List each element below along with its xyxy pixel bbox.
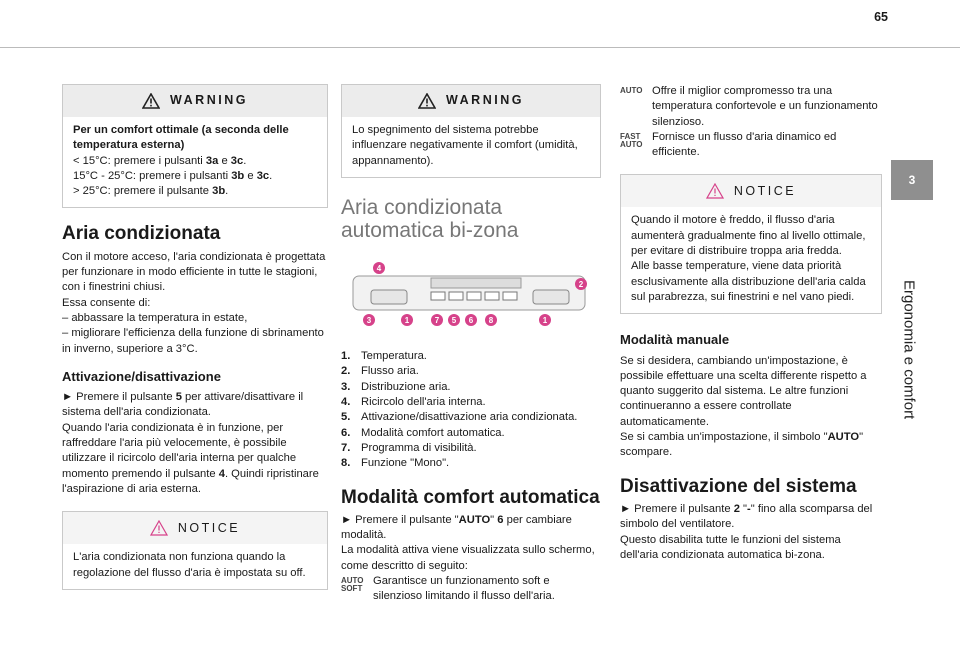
top-divider	[0, 47, 960, 48]
activation-text: ► Premere il pulsante 5 per attivare/disattivare il sistema dell'aria condizionata.	[62, 391, 304, 419]
manual-text: Se si cambia un'impostazione, il simbolo "AUTO" scompare.	[620, 431, 864, 459]
chapter-tab-number[interactable]: 3	[891, 160, 933, 200]
fast-auto-text: Fornisce un flusso d'aria dinamico ed efficiente.	[652, 130, 837, 159]
column-2	[341, 84, 601, 605]
warning-line-2: 15°C - 25°C: premere i pulsanti 3b e 3c.	[73, 169, 273, 182]
consente-text: Essa consente di:	[62, 296, 151, 309]
notice-header	[621, 175, 881, 207]
list-item: 1. Temperatura.	[341, 350, 427, 363]
notice-box	[620, 174, 882, 314]
legend-list	[341, 349, 601, 471]
auto-text: Offre il miglior compromesso tra una temperatura confortevole e un funzionamento silenzioso.	[652, 85, 878, 128]
list-item: 6. Modalità comfort automatica.	[341, 426, 505, 439]
intro-text: Con il motore acceso, l'aria condizionata è progettata per funzionare in modo efficiente in tutte le stagioni, con i finestrini chiusi.	[62, 250, 326, 294]
callout-label: 5	[451, 315, 457, 325]
warning-icon	[418, 93, 436, 109]
warning-icon	[142, 93, 160, 109]
notice-text: L'aria condizionata non funziona quando la regolazione del flusso d'aria è impostata su off.	[73, 551, 306, 579]
list-item: 8. Funzione "Mono".	[341, 457, 450, 470]
warning-line-3: > 25°C: premere il pulsante 3b.	[73, 185, 229, 198]
chapter-tab-title	[886, 200, 932, 500]
warning-title: WARNING	[446, 93, 524, 108]
section-heading: Aria condizionata automatica bi-zona	[341, 195, 519, 242]
display-text: La modalità attiva viene visualizzata sullo schermo, come descritto di seguito:	[341, 544, 595, 572]
callout-label: 1	[404, 315, 410, 325]
column-3	[620, 84, 882, 563]
notice-box	[62, 511, 328, 590]
warning-text: Lo spegnimento del sistema potrebbe influenzare negativamente il comfort (umidità, appannamento).	[352, 124, 578, 167]
callout-label: 4	[376, 263, 382, 273]
list-item: 5. Attivazione/disattivazione aria condizionata.	[341, 411, 578, 424]
column-1	[62, 84, 328, 590]
callout-label: 7	[434, 315, 440, 325]
notice-icon	[706, 183, 724, 199]
callout-label: 8	[488, 315, 494, 325]
notice-header	[63, 512, 327, 544]
warning-box	[341, 84, 601, 178]
warning-header	[63, 85, 327, 117]
notice-text: Alle basse temperature, viene data priorità esclusivamente alla distribuzione dell'aria calda sul parabrezza, sui finestrini e nel vano piedi.	[631, 260, 866, 303]
callout-label: 1	[542, 315, 548, 325]
notice-icon	[150, 520, 168, 536]
callout-label: 6	[468, 315, 474, 325]
warning-title: WARNING	[170, 93, 248, 108]
warning-header	[342, 85, 600, 117]
auto-soft-row	[341, 574, 601, 605]
list-item: 7. Programma di visibilità.	[341, 441, 477, 454]
list-item: 4. Ricircolo dell'aria interna.	[341, 396, 486, 409]
section-heading: Aria condizionata	[62, 223, 221, 245]
auto-icon: AUTO	[620, 86, 643, 95]
manual-text: Se si desidera, cambiando un'impostazione, è possibile effettuare una scelta differente rispetto a quanto suggerito dal sistema. Le altre funzioni continueranno a essere controllate automaticamente.	[620, 354, 867, 428]
auto-soft-text: Garantisce un funzionamento soft e silenzioso limitando il flusso dell'aria.	[373, 575, 555, 603]
off-text: ► Premere il pulsante 2 "-" fino alla scomparsa del simbolo del ventilatore.	[620, 502, 873, 531]
bullet-item: – migliorare l'efficienza della funzione di sbrinamento in inverno, superiore a 3°C.	[62, 327, 324, 355]
section-heading: Modalità comfort automatica	[341, 486, 600, 508]
section-heading: Modalità manuale	[620, 332, 730, 348]
bullet-item: – abbassare la temperatura in estate,	[62, 311, 248, 324]
climate-control-panel-diagram	[341, 262, 601, 338]
callout-label: 2	[578, 279, 584, 289]
fast-auto-row	[620, 130, 882, 161]
warning-line-1: < 15°C: premere i pulsanti 3a e 3c.	[73, 154, 247, 167]
auto-mode-text: ► Premere il pulsante "AUTO" 6 per cambiare modalità.	[341, 513, 572, 542]
warning-bold-text: Per un comfort ottimale (a seconda delle temperatura esterna)	[73, 124, 289, 152]
notice-title: NOTICE	[733, 183, 797, 198]
off-text: Questo disabilita tutte le funzioni del sistema dell'aria condizionata automatica bi-zona.	[620, 533, 841, 561]
sub-heading: Attivazione/disattivazione	[62, 368, 221, 384]
chapter-title: Ergonomia e comfort	[900, 280, 918, 420]
callout-label: 3	[366, 315, 372, 325]
notice-text: Quando il motore è freddo, il flusso d'aria aumenterà gradualmente fino al livello ottimale, per evitare di distribuire troppa aria fredda.	[631, 214, 866, 258]
auto-row	[620, 84, 882, 130]
section-heading: Disattivazione del sistema	[620, 475, 857, 497]
notice-title: NOTICE	[177, 520, 241, 535]
list-item: 3. Distribuzione aria.	[341, 380, 451, 393]
recirculation-text: Quando l'aria condizionata è in funzione, per raffreddare l'aria più velocemente, è possibile utilizzare il ricircolo dell'aria interna per qualche momento premendo il pulsante 4. Quindi ripristinare l'aspirazione di aria esterna.	[62, 421, 319, 495]
fast-auto-icon: FAST AUTO	[620, 131, 643, 149]
list-item: 2. Flusso aria.	[341, 365, 419, 378]
page-number: 65	[874, 10, 888, 24]
auto-soft-icon: AUTO SOFT	[341, 576, 364, 594]
warning-box	[62, 84, 328, 208]
